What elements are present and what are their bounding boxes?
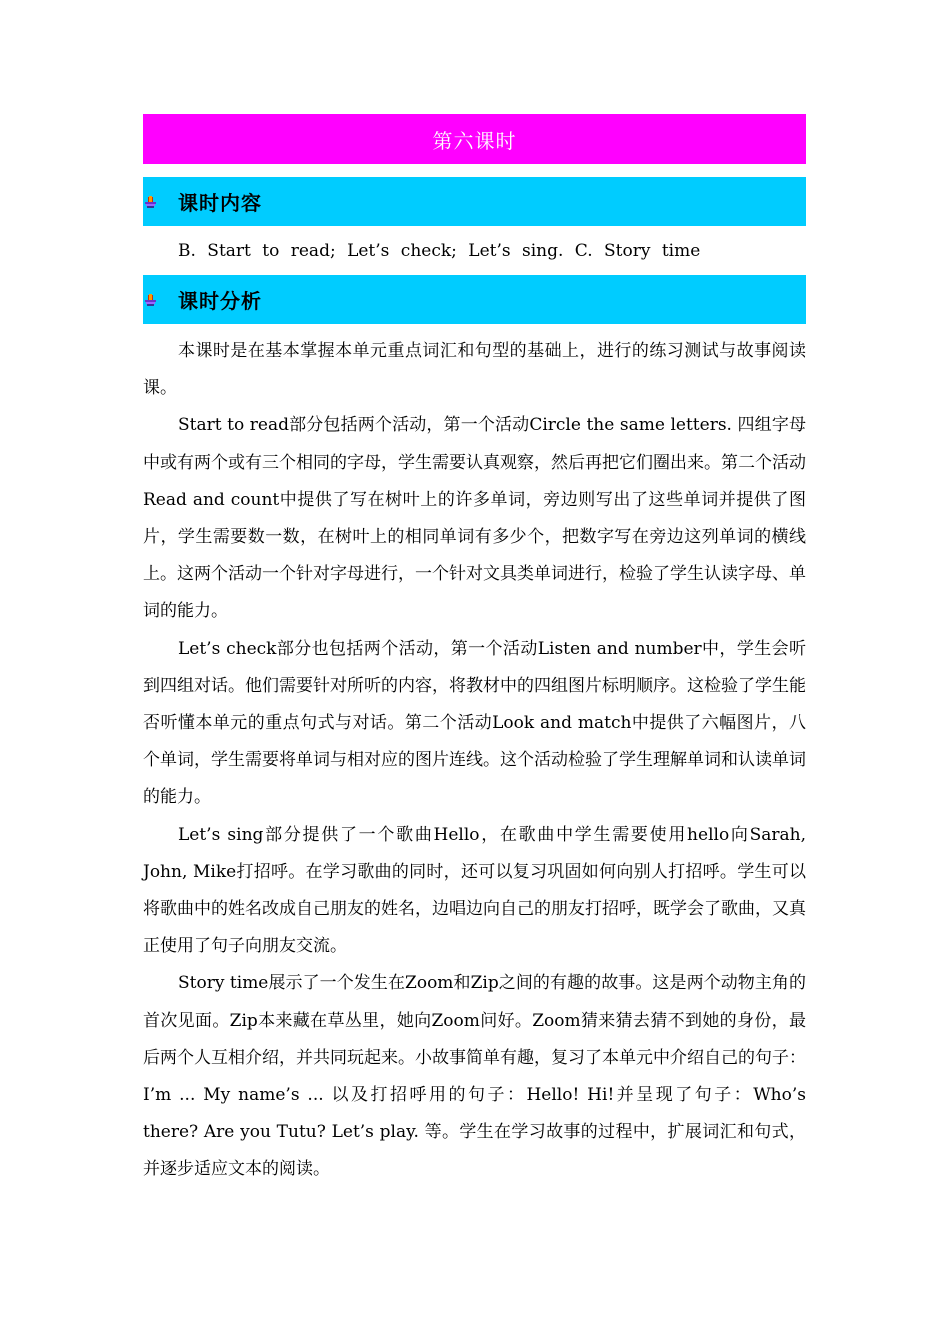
section-heading: 课时内容 [178,191,262,215]
paragraph: 本课时是在基本掌握本单元重点词汇和句型的基础上，进行的练习测试与故事阅读课。 [143,341,806,399]
analysis-body [143,333,806,1189]
paragraph: Let’s check部分也包括两个活动，第一个活动Listen and number中，学生会听到四组对话。他们需要针对所听的内容，将教材中的四组图片标明顺序。这检验了学生能否听懂本单元的重点句式与对话。第二个活动Look and match中提供了六幅图片，八个单词，学生需要将单词与相对应的图片连线。这个活动检验了学生理解单词和认读单词的能力。 [143,638,806,808]
section-header-analysis [143,275,806,324]
paragraph: Story time展示了一个发生在Zoom和Zip之间的有趣的故事。这是两个动物主角的首次见面。Zip本来藏在草丛里，她向Zoom问好。Zoom猜来猜去猜不到她的身份，最后两个人互相介绍，并共同玩起来。小故事简单有趣，复习了本单元中介绍自己的句子：I’m ... My name’s ... 以及打招呼用的句子：Hello! Hi!并呈现了句子：Who’s there? Are you Tutu? Let’s play. 等。学生在学习故事的过程中，扩展词汇和句式，并逐步适应文本的阅读。 [143,973,806,1180]
section-heading: 课时分析 [178,289,262,313]
lesson-content-text: B. Start to read; Let’s check; Let’s sing. C. Story time [178,241,701,261]
paragraph: Start to read部分包括两个活动，第一个活动Circle the same letters. 四组字母中或有两个或有三个相同的字母，学生需要认真观察，然后再把它们圈出来。第二个活动Read and count中提供了写在树叶上的许多单词，旁边则写出了这些单词并提供了图片，学生需要数一数，在树叶上的相同单词有多少个，把数字写在旁边这列单词的横线上。这两个活动一个针对字母进行，一个针对文具类单词进行，检验了学生认读字母、单词的能力。 [143,415,806,622]
book-icon [145,294,156,306]
lesson-title-bar [143,114,806,164]
lesson-title: 第六课时 [432,128,517,153]
document-page [143,114,806,1189]
book-icon [145,196,156,208]
section-header-content [143,177,806,226]
paragraph: Let’s sing部分提供了一个歌曲Hello，在歌曲中学生需要使用hello向Sarah, John, Mike打招呼。在学习歌曲的同时，还可以复习巩固如何向别人打招呼。学生可以将歌曲中的姓名改成自己朋友的姓名，边唱边向自己的朋友打招呼，既学会了歌曲，又真正使用了句子向朋友交流。 [143,824,806,957]
